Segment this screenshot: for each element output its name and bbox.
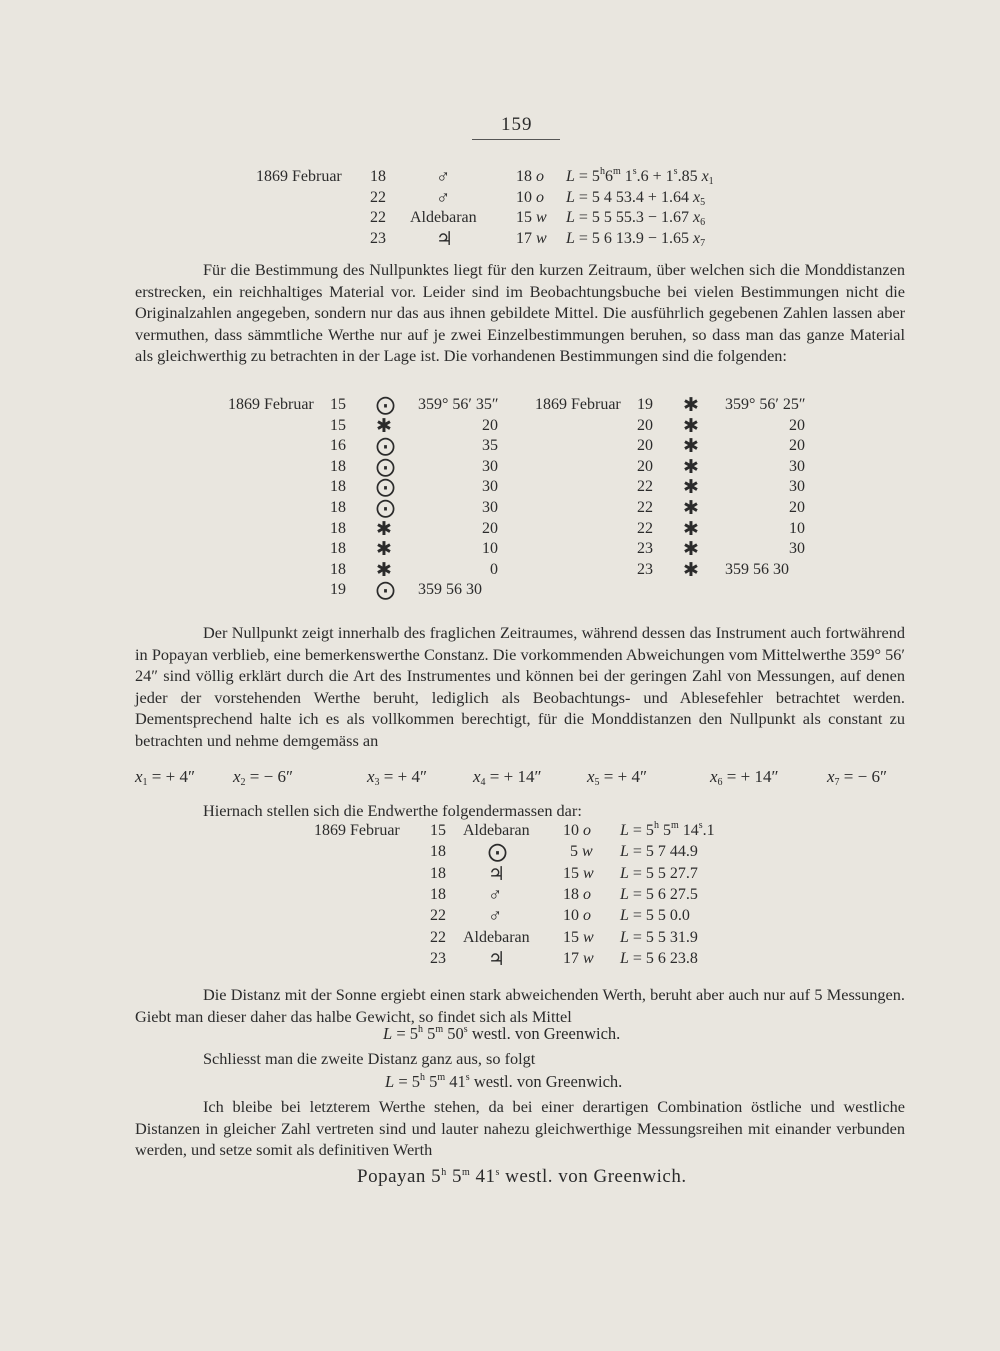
star-symbol-icon: ✱ [683, 395, 699, 416]
zero-point-x7: $x_7$ = − 6″ [827, 767, 888, 788]
longitude-equation: L = 5 6 27.5 [620, 885, 698, 903]
day-number: 22 [637, 499, 653, 516]
zero-point-x4: $x_4$ = + 14″ [473, 767, 542, 788]
day-number: 15 [330, 416, 346, 434]
zero-point-values [135, 767, 910, 791]
longitude-equation: L = 5 5 27.7 [620, 864, 698, 882]
zero-point-value: 35 [482, 437, 498, 455]
zero-point-value: 10 [789, 519, 805, 537]
zero-point-value: 30 [482, 478, 498, 496]
zero-point-x1: $x_1$ = + 4″ [135, 767, 196, 788]
day-number: 16 [330, 437, 346, 455]
day-number: 18 [370, 168, 386, 185]
zero-point-x6: $x_6$ = + 14″ [710, 767, 779, 788]
longitude-equation: L = 5 7 44.9 [620, 843, 698, 861]
measure-count: 18 o [516, 168, 544, 185]
date-label: 1869 Februar [228, 396, 314, 413]
day-number: 23 [370, 229, 386, 247]
day-number: 19 [637, 396, 653, 413]
object-name: Aldebaran [463, 928, 530, 946]
longitude-equation: L = 5 5 55.3 − 1.67 $x_6$ [566, 209, 706, 228]
measure-count: 17 w [516, 229, 547, 247]
day-number: 22 [370, 188, 386, 206]
star-symbol-icon: ✱ [376, 415, 392, 437]
day-number: 22 [637, 519, 653, 537]
mars-symbol-icon: ♂ [436, 167, 451, 188]
paragraph-text: Die Distanz mit der Sonne ergiebt einen stark abweichenden Werth, beruht aber auch nur auf 5 Messungen. Giebt man dieser daher das halbe Gewicht, so findet sich als Mittel [135, 985, 905, 1026]
day-number: 23 [637, 560, 653, 578]
day-number: 18 [430, 843, 446, 861]
sun-symbol-icon: ⨀ [376, 477, 395, 499]
day-number: 22 [430, 907, 446, 925]
day-number: 22 [430, 928, 446, 946]
jupiter-symbol-icon: ♃ [488, 863, 506, 885]
day-number: 20 [637, 457, 653, 475]
day-number: 23 [430, 949, 446, 967]
paragraph-text: Der Nullpunkt zeigt innerhalb des fraglichen Zeitraumes, während dessen das Instrument auch fortwährend in Popayan verblieb, eine bemerkenswerthe Constanz. Die vorkommenden Abweichungen vom Mittelwerthe 359° 56′ 24″ sind völlig erklärt durch die Art des Instrumentes und können bei der geringen Zahl von Messungen, auf denen jeder der vorstehenden Werthe beruht, lediglich als Beobachtungs- und Ablesefehler betrachtet werden. Dementsprechend halte ich es als vollkommen berechtigt, für die Monddistanzen den Nullpunkt als constant zu betrachten und nehme demgemäss an [135, 623, 905, 750]
star-symbol-icon: ✱ [683, 456, 699, 478]
result-longitude: $L = 5^h$ 5$^m$ 41$^s$ westl. von Greenwich. [385, 1072, 623, 1091]
mars-symbol-icon: ♂ [436, 187, 451, 209]
zero-point-x2: $x_2$ = − 6″ [233, 767, 294, 788]
longitude-equation: $L = 5^h$ 5$^m$ 14$^s$.1 [620, 820, 715, 839]
paragraph-text: Hiernach stellen sich die Endwerthe folgendermassen dar: [203, 801, 582, 820]
measure-count: 15 w [563, 928, 594, 946]
star-symbol-icon: ✱ [376, 559, 392, 581]
paragraph-sun-distance [135, 984, 905, 1027]
longitude-equation: L = 5 6 23.8 [620, 949, 698, 967]
sun-symbol-icon: ⨀ [376, 580, 395, 602]
zero-point-x3: $x_3$ = + 4″ [367, 767, 428, 788]
day-number: 22 [637, 478, 653, 496]
zero-point-value: 30 [789, 457, 805, 475]
sun-symbol-icon: ⨀ [376, 436, 395, 458]
day-number: 15 [430, 822, 446, 839]
star-symbol-icon: ✱ [683, 539, 699, 561]
zero-point-value: 30 [482, 499, 498, 516]
day-number: 22 [370, 209, 386, 226]
day-number: 20 [637, 437, 653, 455]
zero-point-value: 20 [789, 437, 805, 455]
measure-count: 5 w [570, 843, 593, 861]
day-number: 18 [330, 457, 346, 475]
longitude-equation: L = 5 5 31.9 [620, 928, 698, 946]
day-number: 18 [430, 885, 446, 903]
star-symbol-icon: ✱ [683, 477, 699, 499]
page-number-rule [472, 139, 560, 140]
measure-count: 10 o [563, 907, 591, 925]
date-label: 1869 Februar [314, 822, 400, 839]
paragraph-exclude-second [135, 1048, 905, 1070]
zero-point-value: 30 [789, 540, 805, 558]
sun-symbol-icon: ⨀ [376, 456, 395, 478]
paragraph-zero-point-material [135, 259, 905, 367]
paragraph-text: Für die Bestimmung des Nullpunktes liegt für den kurzen Zeitraum, über welchen sich die Monddistanzen erstrecken, ein reichhaltiges Material vor. Leider sind im Beobachtungsbuche bei vielen Bestimmungen nicht die Originalzahlen angegeben, sondern nur das aus ihnen gebildete Mittel. Die ausführlich gegebenen Zahlen lassen aber vermuthen, dass sämmtliche Werthe nur auf je zwei Einzelbestimmungen beruhen, so dass man das ganze Material als gleichwerthig zu betrachten in der Lage ist. Die vorhandenen Bestimmungen sind die folgenden: [135, 260, 905, 365]
measure-count: 15 w [563, 864, 594, 882]
star-symbol-icon: ✱ [376, 518, 392, 540]
star-symbol-icon: ✱ [683, 498, 699, 519]
star-symbol-icon: ✱ [683, 436, 699, 458]
result-mean-longitude: $L = 5^h$ 5$^m$ 50$^s$ westl. von Greenwich. [383, 1024, 621, 1043]
day-number: 20 [637, 416, 653, 434]
measure-count: 10 o [563, 822, 591, 839]
paragraph-constancy [135, 622, 905, 751]
day-number: 18 [330, 519, 346, 537]
page-number: 159 [501, 114, 533, 135]
zero-point-value: 359° 56′ 25″ [725, 396, 806, 413]
zero-point-value: 30 [789, 478, 805, 496]
day-number: 18 [430, 864, 446, 882]
star-symbol-icon: ✱ [376, 539, 392, 561]
zero-point-value: 20 [482, 416, 498, 434]
day-number: 19 [330, 581, 346, 599]
zero-point-value: 20 [482, 519, 498, 537]
day-number: 18 [330, 560, 346, 578]
jupiter-symbol-icon: ♃ [436, 228, 454, 250]
day-number: 18 [330, 478, 346, 496]
day-number: 18 [330, 499, 346, 516]
measure-count: 18 o [563, 885, 591, 903]
zero-point-value: 10 [482, 540, 498, 558]
sun-symbol-icon: ⨀ [376, 395, 395, 416]
zero-point-value: 359 56 30 [418, 581, 482, 599]
date-label: 1869 Februar [256, 168, 342, 185]
longitude-equation: L = 5 6 13.9 − 1.65 $x_7$ [566, 229, 706, 249]
zero-point-value: 30 [482, 457, 498, 475]
paragraph-end-values [135, 800, 905, 822]
object-name: Aldebaran [410, 209, 477, 226]
zero-point-value: 0 [490, 560, 498, 578]
star-symbol-icon: ✱ [683, 559, 699, 581]
measure-count: 17 w [563, 949, 594, 967]
zero-point-value: 359° 56′ 35″ [418, 396, 499, 413]
final-longitude-popayan: Popayan 5$^h$ 5$^m$ 41$^s$ westl. von Greenwich. [357, 1166, 687, 1187]
paragraph-text: Ich bleibe bei letzterem Werthe stehen, da bei einer derartigen Combination östliche und westliche Distanzen in gleicher Zahl vertreten sind und lauter nahezu gleichwerthige Messungsreihen mit einander verbunden werden, und setze somit als definitiven Werth [135, 1097, 905, 1159]
measure-count: 15 w [516, 209, 547, 226]
zero-point-value: 359 56 30 [725, 560, 789, 578]
day-number: 18 [330, 540, 346, 558]
sun-symbol-icon: ⨀ [488, 842, 507, 864]
longitude-equation: L = 5 4 53.4 + 1.64 $x_5$ [566, 188, 706, 208]
object-name: Aldebaran [463, 822, 530, 839]
longitude-equation: $L = 5^h6^m$ $1^s.6 + 1^s.85$ $x_1$ [566, 166, 714, 187]
star-symbol-icon: ✱ [683, 518, 699, 540]
star-symbol-icon: ✱ [683, 415, 699, 437]
mars-symbol-icon: ♂ [488, 884, 503, 906]
paragraph-text: Schliesst man die zweite Distanz ganz aus, so folgt [203, 1049, 536, 1068]
zero-point-value: 20 [789, 499, 805, 516]
date-label: 1869 Februar [535, 396, 621, 413]
mars-symbol-icon: ♂ [488, 906, 503, 928]
day-number: 15 [330, 396, 346, 413]
measure-count: 10 o [516, 188, 544, 206]
zero-point-x5: $x_5$ = + 4″ [587, 767, 648, 788]
longitude-equation: L = 5 5 0.0 [620, 907, 690, 925]
paragraph-definitive [135, 1096, 905, 1161]
day-number: 23 [637, 540, 653, 558]
jupiter-symbol-icon: ♃ [488, 948, 506, 970]
zero-point-value: 20 [789, 416, 805, 434]
sun-symbol-icon: ⨀ [376, 498, 395, 519]
